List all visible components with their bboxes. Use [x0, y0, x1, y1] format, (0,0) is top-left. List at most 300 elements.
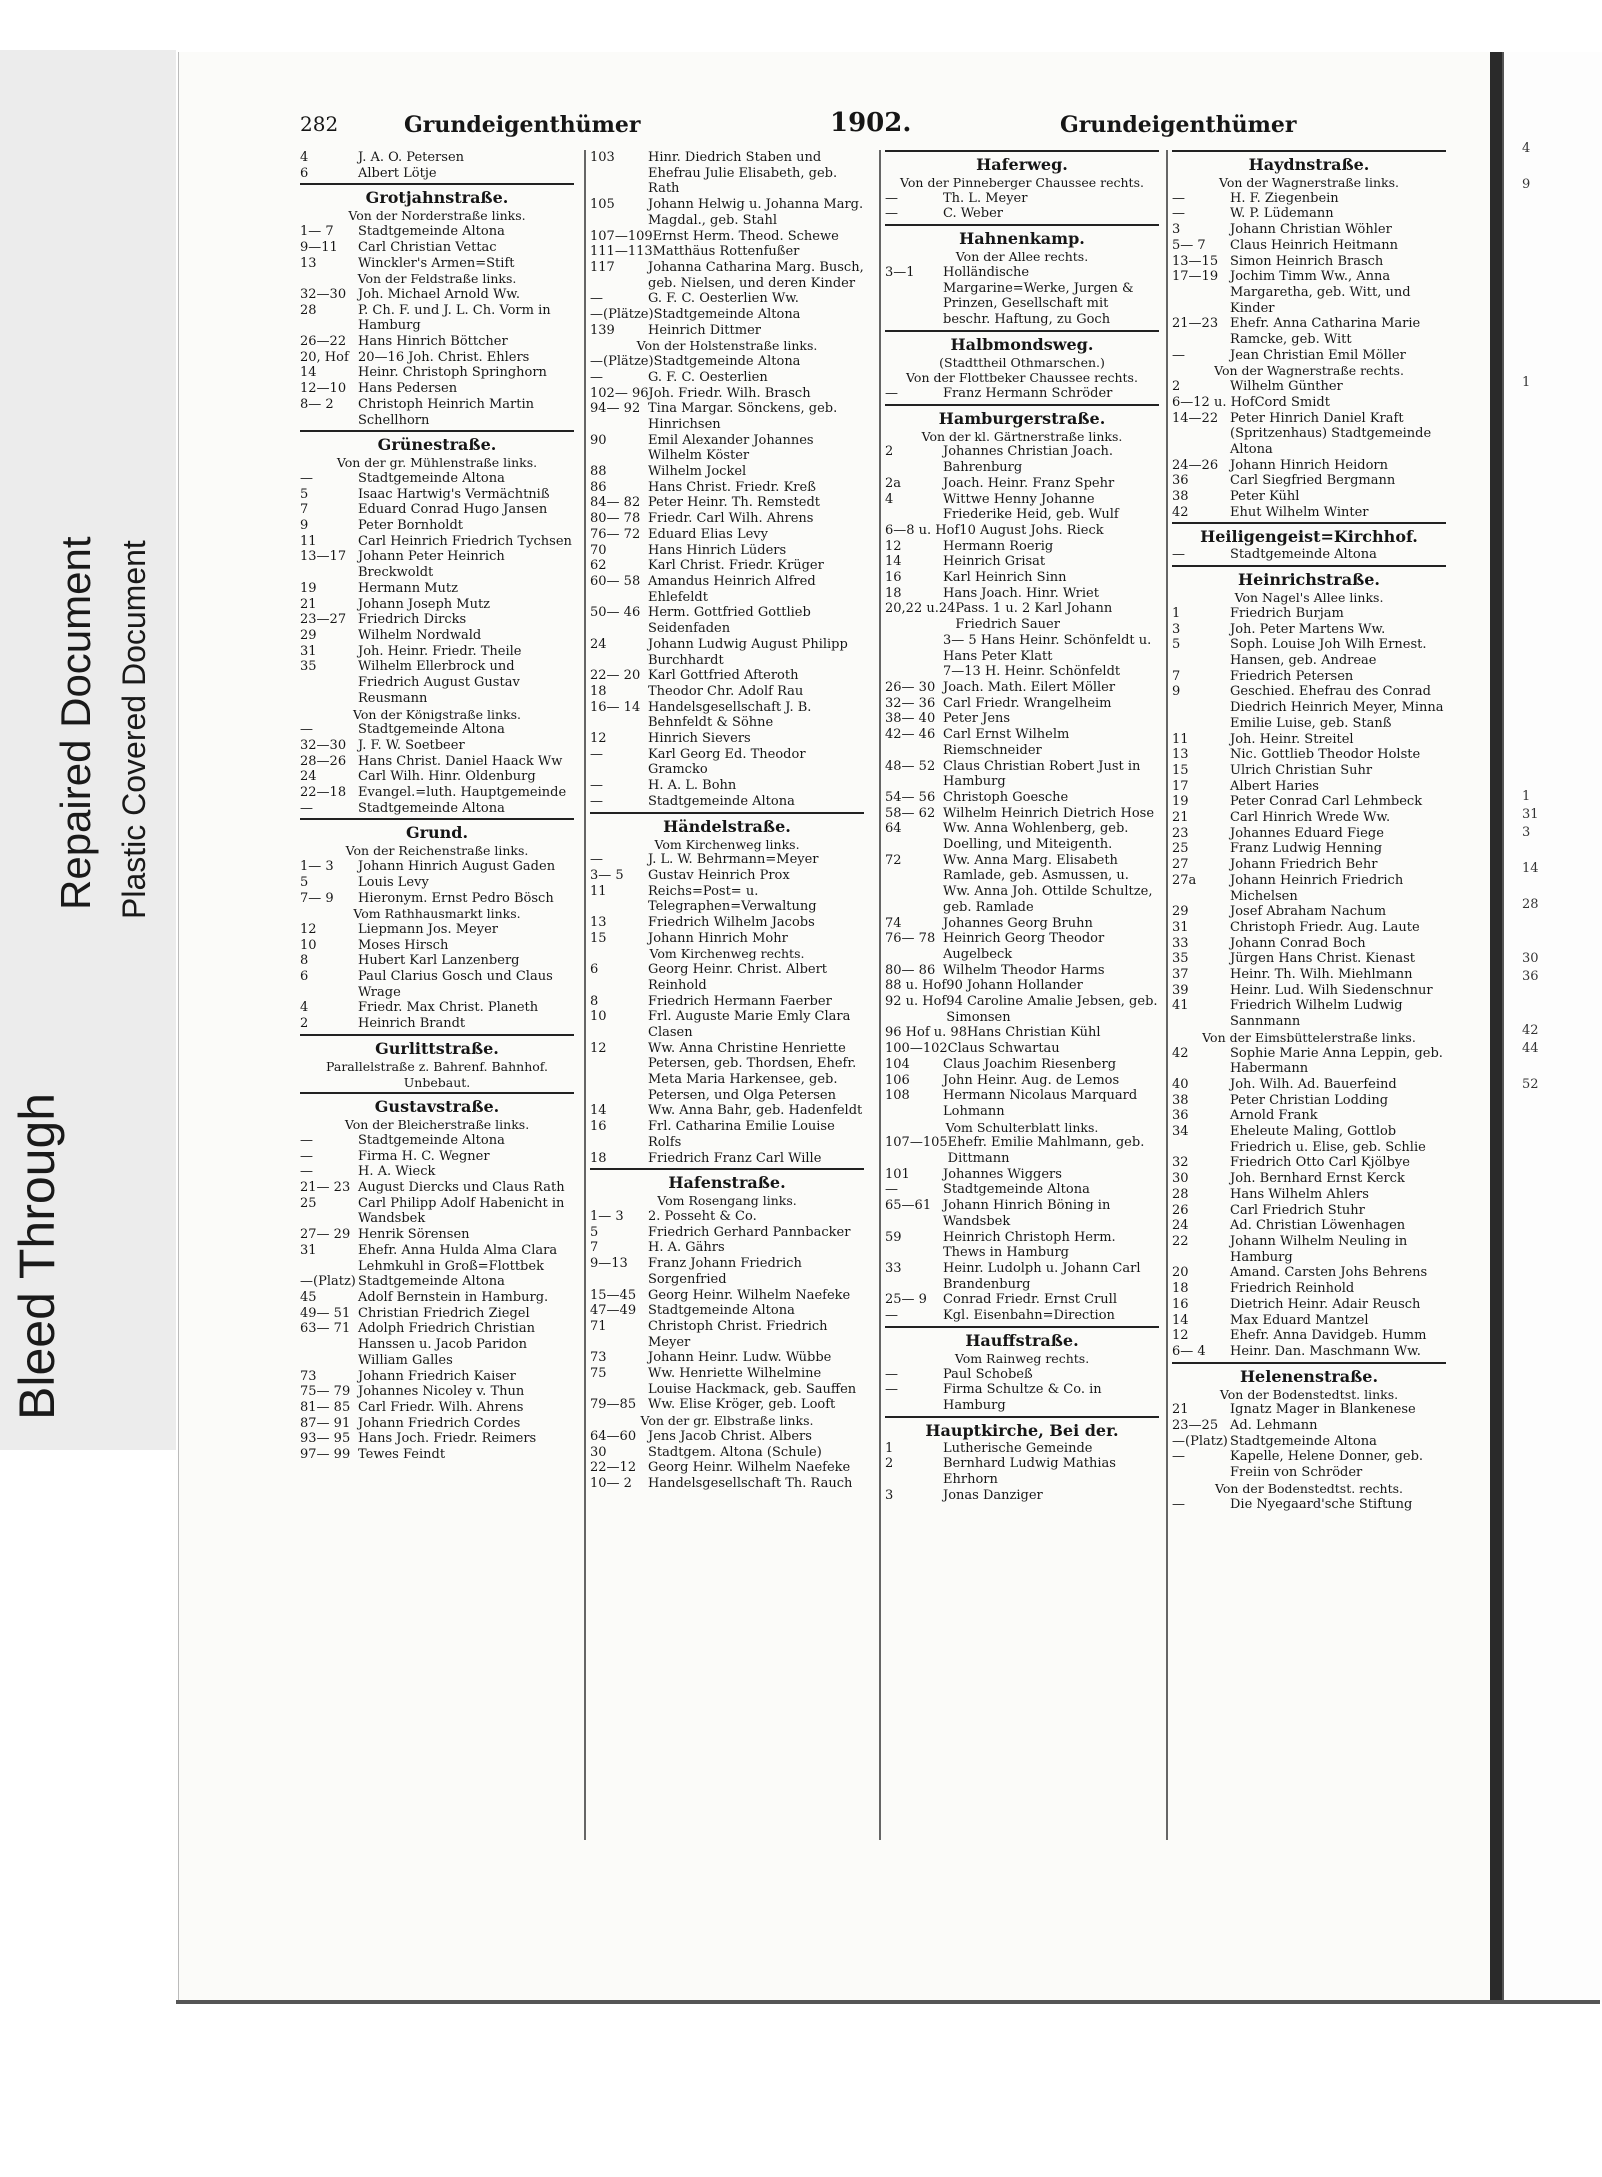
owner-entry	[300, 1306, 574, 1322]
street-direction-note: Parallelstraße z. Bahrenf. Bahnhof.	[326, 1058, 548, 1074]
owner-entry	[590, 150, 864, 197]
owner-entry	[885, 1441, 1159, 1457]
house-number: 103	[590, 150, 615, 165]
owner-name: Wilhelm Günther	[1230, 379, 1343, 395]
house-number: 107—105	[885, 1135, 948, 1151]
owner-name: Nic. Gottlieb Theodor Holste	[1230, 747, 1421, 763]
owner-entry	[1172, 1187, 1446, 1203]
house-number: —	[590, 852, 603, 868]
owner-name: Carl Siegfried Bergmann	[1230, 473, 1396, 489]
owner-entry	[300, 859, 574, 875]
owner-name: Friedrich Gerhard Pannbacker	[648, 1224, 851, 1240]
owner-name: Die Nyegaard'sche Stiftung	[1230, 1496, 1413, 1512]
fragment-text: 52	[1522, 1077, 1539, 1092]
owner-entry	[590, 668, 864, 684]
owner-name: Claus Heinrich Heitmann	[1230, 237, 1398, 253]
owner-entry	[300, 785, 574, 801]
house-number: 4	[300, 150, 309, 165]
house-number: 108	[885, 1088, 910, 1104]
note-plastic-covered: Plastic Covered Document	[116, 540, 152, 919]
owner-name: Wilhelm Jockel	[648, 464, 747, 480]
owner-name: Tina Margar. Sönckens, geb. Hinrichsen	[648, 401, 838, 432]
owner-name: Ignatz Mager in Blankenese	[1230, 1402, 1416, 1418]
house-number: 38	[1172, 489, 1189, 505]
owner-entry	[300, 1149, 574, 1165]
owner-name: Geschied. Ehefrau des Conrad Diedrich Heinrich Meyer, Minna Emilie Luise, geb. Stanß	[1230, 684, 1444, 731]
owner-name: Carl Friedr. Wilh. Ahrens	[358, 1399, 524, 1415]
owner-entry	[885, 1230, 1159, 1261]
owner-entry	[590, 684, 864, 700]
owner-name: Arnold Frank	[1230, 1108, 1318, 1124]
owner-entry	[1172, 622, 1446, 638]
street-direction-note: Unbebaut.	[403, 1074, 471, 1090]
house-number: 5	[1172, 637, 1181, 653]
owner-name: Stadtgemeinde Altona	[358, 1132, 505, 1148]
owner-name: Johann Hinrich Böning in Wandsbek	[943, 1198, 1111, 1229]
house-number: 18	[1172, 1281, 1189, 1297]
street-section	[885, 150, 1159, 222]
owner-name: Heinr. Dan. Maschmann Ww.	[1230, 1343, 1421, 1359]
house-number: 24—26	[1172, 457, 1219, 473]
owner-entry	[590, 1476, 864, 1492]
owner-entry	[590, 527, 864, 543]
house-number: 38— 40	[885, 711, 936, 727]
owner-entry	[1172, 841, 1446, 857]
column-divider	[879, 150, 881, 1840]
street-title: Gurlittstraße.	[300, 1034, 574, 1059]
house-number: 62	[590, 558, 607, 574]
house-number: 7	[300, 502, 309, 518]
owner-entry	[300, 938, 574, 954]
owner-entry	[1172, 1171, 1446, 1187]
owner-entry	[300, 801, 574, 817]
fragment-text	[1522, 194, 1592, 212]
owner-name: J. F. W. Soetbeer	[358, 737, 465, 753]
owner-entry	[590, 558, 864, 574]
owner-entry	[590, 229, 864, 245]
owner-entry	[1172, 395, 1446, 411]
fragment-text	[1522, 536, 1592, 554]
owner-entry	[1172, 1124, 1446, 1155]
owner-entry	[300, 1180, 574, 1196]
street-title: Haferweg.	[885, 150, 1159, 175]
owner-name: Peter Christian Lodding	[1230, 1092, 1389, 1108]
owner-entry	[300, 224, 574, 240]
fragment-text	[1522, 500, 1592, 518]
owner-entry	[885, 790, 1159, 806]
house-number: 14—22	[1172, 410, 1219, 426]
owner-name: Stadtgemeinde Altona	[653, 307, 801, 323]
owner-name: Soph. Louise Joh Wilh Ernest. Hansen, geb. Andreae	[1230, 637, 1427, 668]
owner-name: Wilhelm Theodor Harms	[943, 962, 1105, 978]
owner-name: Hans Hinrich Lüders	[648, 542, 787, 558]
street-direction-note: Von der Allee rechts.	[955, 249, 1089, 265]
owner-entry	[1172, 191, 1446, 207]
street-title: Händelstraße.	[590, 812, 864, 837]
house-number: 13	[1172, 747, 1189, 763]
owner-name: Karl Gottfried Afteroth	[648, 668, 799, 684]
house-number: 30	[590, 1444, 607, 1460]
owner-name: Friedrich Wilhelm Ludwig Sannmann	[1230, 998, 1403, 1030]
owner-entry	[300, 769, 574, 785]
owner-name: Franz Ludwig Henning	[1230, 841, 1383, 857]
owner-entry	[885, 386, 1159, 402]
owner-entry	[300, 334, 574, 350]
house-number: 12	[1172, 1328, 1189, 1344]
owner-entry	[885, 1367, 1159, 1383]
fragment-text	[1522, 842, 1592, 860]
house-number: 15—45	[590, 1287, 637, 1303]
street-subheading: Von der Eimsbüttelerstraße links.	[1202, 1029, 1416, 1045]
owner-entry	[885, 1182, 1159, 1198]
owner-name: Christian Friedrich Ziegel	[358, 1305, 530, 1321]
street-direction-note: Vom Rosengang links.	[657, 1193, 797, 1209]
house-number: 19	[1172, 794, 1189, 810]
street-title: Grünestraße.	[300, 430, 574, 455]
owner-name: Heinrich Dittmer	[648, 322, 761, 338]
fragment-text	[1522, 626, 1592, 644]
house-number: —	[1172, 1496, 1185, 1512]
owner-name: Isaac Hartwig's Vermächtniß	[358, 486, 550, 502]
owner-entry	[1172, 810, 1446, 826]
house-number: 42	[1172, 504, 1189, 520]
street-title: Hauptkirche, Bei der.	[885, 1416, 1159, 1441]
house-number: 74	[885, 915, 902, 931]
owner-entry	[590, 1366, 864, 1397]
owner-name: Winckler's Armen=Stift	[358, 255, 515, 271]
owner-entry	[885, 1073, 1159, 1089]
house-number: 31	[300, 643, 317, 659]
owner-name: Franz Hermann Schröder	[943, 386, 1113, 402]
house-number: 14	[300, 365, 317, 381]
owner-entry	[300, 256, 574, 272]
owner-entry	[300, 891, 574, 907]
directory-column-2	[590, 148, 864, 1492]
owner-name: Stadtgemeinde Altona	[358, 800, 505, 816]
fragment-text	[1522, 446, 1592, 464]
owner-entry	[300, 659, 574, 706]
owner-entry	[300, 1431, 574, 1447]
owner-entry	[300, 471, 574, 487]
owner-entry	[1172, 458, 1446, 474]
house-number: 6—12 u. Hof	[1172, 394, 1255, 410]
owner-entry	[590, 1240, 864, 1256]
owner-name: Jonas Danziger	[943, 1487, 1043, 1503]
owner-name: Ww. Anna Wohlenberg, geb. Doelling, und Miteigenth.	[943, 821, 1129, 853]
owner-entry	[300, 350, 574, 366]
house-number: 73	[300, 1368, 317, 1384]
column-divider	[1166, 150, 1168, 1840]
owner-entry	[885, 727, 1159, 758]
street-section	[885, 330, 1159, 402]
fragment-text	[1522, 266, 1592, 284]
owner-name: Stadtgemeinde Altona	[358, 470, 505, 486]
owner-entry	[590, 464, 864, 480]
house-number: 32—30	[300, 737, 347, 753]
house-number: —(Plätze)	[590, 307, 654, 323]
house-number: 49— 51	[300, 1305, 351, 1321]
house-number: 81— 85	[300, 1399, 351, 1415]
owner-entry	[885, 853, 1159, 916]
house-number: 7	[590, 1240, 599, 1256]
owner-entry	[885, 1292, 1159, 1308]
house-number: 23—25	[1172, 1418, 1219, 1434]
fragment-text: 14	[1522, 861, 1539, 876]
owner-name: Peter Heinr. Th. Remstedt	[648, 495, 820, 511]
owner-name: Joh. Friedr. Wilh. Brasch	[648, 385, 811, 401]
house-number: 70	[590, 542, 607, 558]
fragment-text: 4	[1522, 141, 1531, 156]
house-number: 1— 3	[300, 859, 334, 875]
house-number: 20, Hof	[300, 349, 349, 365]
house-number	[885, 664, 943, 680]
owner-name: Cord Smidt	[1254, 394, 1330, 410]
house-number: 2a	[885, 475, 902, 491]
house-number: —	[885, 1308, 898, 1324]
owner-name: Friedrich Burjam	[1230, 605, 1344, 621]
house-number: 32— 36	[885, 695, 936, 711]
owner-entry	[885, 1135, 1159, 1166]
house-number: 31	[1172, 919, 1189, 935]
street-title: Hafenstraße.	[590, 1168, 864, 1193]
house-number: 88	[590, 464, 607, 480]
house-number: 76— 72	[590, 526, 641, 542]
house-number: —	[1172, 547, 1185, 563]
owner-entry	[1172, 873, 1446, 904]
house-number: 14	[885, 554, 902, 570]
house-number: 12	[590, 731, 607, 747]
street-section	[1172, 1362, 1446, 1513]
owner-entry	[300, 287, 574, 303]
owner-entry	[300, 597, 574, 613]
owner-name: J. L. W. Behrmann=Meyer	[648, 852, 819, 868]
street-section	[300, 183, 574, 428]
house-number: 88 u. Hof	[885, 978, 947, 994]
owner-name: Ulrich Christian Suhr	[1230, 762, 1373, 778]
owner-entry	[885, 1308, 1159, 1324]
owner-entry	[590, 731, 864, 747]
owner-entry	[1172, 747, 1446, 763]
owner-entry	[300, 969, 574, 1000]
owner-entry	[300, 738, 574, 754]
owner-name: Hans Christian Kühl	[966, 1025, 1101, 1041]
house-number: 37	[1172, 967, 1189, 983]
owner-name: Johanna Catharina Marg. Busch, geb. Nielsen, und deren Kinder	[648, 259, 864, 291]
owner-entry	[300, 1196, 574, 1227]
owner-name: Karl Heinrich Sinn	[943, 570, 1067, 586]
owner-name: Christoph Heinrich Martin Schellhorn	[358, 396, 534, 428]
owner-name: Stadtgemeinde Altona	[358, 224, 505, 240]
owner-name: Ww. Anna Marg. Elisabeth Ramlade, geb. Asmussen, u. Ww. Anna Joh. Ottilde Schultze, geb. Ramlade	[943, 852, 1153, 915]
house-number: 58— 62	[885, 805, 936, 821]
owner-name: Peter Kühl	[1230, 489, 1300, 505]
house-number: 117	[590, 259, 615, 275]
owner-name: Ehefr. Emilie Mahlmann, geb. Dittmann	[947, 1135, 1145, 1167]
owner-name: Joh. Peter Martens Ww.	[1230, 621, 1386, 637]
house-number: —	[1172, 1449, 1185, 1465]
house-number: 5	[300, 486, 309, 502]
owner-name: Hermann Nicolaus Marquard Lohmann	[943, 1088, 1138, 1119]
house-number: 11	[1172, 731, 1189, 747]
owner-entry	[300, 240, 574, 256]
house-number: 3— 5	[590, 867, 624, 883]
owner-name: Friedrich Petersen	[1230, 668, 1354, 684]
owner-name: W. P. Lüdemann	[1230, 206, 1334, 222]
owner-entry	[590, 1041, 864, 1104]
fragment-text	[1522, 302, 1592, 320]
house-number: 84— 82	[590, 495, 641, 511]
owner-name: Johann Friedrich Kaiser	[358, 1368, 516, 1384]
street-subheading: Von der gr. Elbstraße links.	[640, 1413, 814, 1429]
owner-entry	[300, 953, 574, 969]
owner-entry	[1172, 1344, 1446, 1360]
owner-name: Paul Schobeß	[943, 1366, 1033, 1382]
owner-entry	[885, 821, 1159, 852]
owner-entry	[1172, 379, 1446, 395]
street-title: Grund.	[300, 818, 574, 843]
owner-entry	[590, 794, 864, 810]
street-direction-note: Von der Bodenstedtst. links.	[1219, 1386, 1399, 1402]
owner-name: Simon Heinrich Brasch	[1230, 253, 1384, 269]
house-number: 2	[885, 444, 894, 460]
street-section	[300, 430, 574, 816]
house-number: 5— 7	[1172, 237, 1206, 253]
owner-name: Johannes Eduard Fiege	[1230, 825, 1384, 841]
fragment-text	[1522, 752, 1592, 770]
owner-name: Heinr. Ludolph u. Johann Carl Brandenburg	[943, 1261, 1141, 1292]
owner-entry	[885, 601, 1159, 632]
fragment-text	[1522, 914, 1592, 932]
owner-entry	[1172, 606, 1446, 622]
owner-entry	[1172, 1155, 1446, 1171]
owner-name: H. F. Ziegenbein	[1230, 190, 1339, 206]
owner-name: Hans Hinrich Böttcher	[358, 334, 508, 350]
owner-name: Pass. 1 u. 2 Karl Johann Friedrich Sauer	[955, 601, 1113, 633]
house-number: —	[1172, 347, 1185, 363]
owner-name: Georg Heinr. Wilhelm Naefeke	[648, 1460, 851, 1476]
fragment-text	[1522, 644, 1592, 662]
house-number: 72	[885, 852, 902, 868]
owner-entry	[885, 806, 1159, 822]
street-section	[885, 404, 1159, 1324]
owner-entry	[1172, 1449, 1446, 1480]
house-number: —	[885, 1366, 898, 1382]
house-number: —	[300, 722, 313, 738]
house-number: 24	[590, 636, 607, 652]
street-section	[1172, 522, 1446, 563]
owner-name: Reichs=Post= u. Telegraphen=Verwaltung	[648, 883, 817, 915]
owner-entry	[300, 549, 574, 580]
owner-entry	[300, 1416, 574, 1432]
house-number: 21	[300, 596, 317, 612]
fragment-text	[1522, 410, 1592, 428]
street-direction-note: Von der Flottbeker Chaussee rechts.	[906, 370, 1138, 386]
house-number: 29	[300, 627, 317, 643]
owner-name: Johannes Wiggers	[943, 1166, 1062, 1182]
owner-name: H. A. L. Bohn	[648, 778, 737, 794]
house-number: 18	[590, 683, 607, 699]
owner-name: Johann Heinr. Ludw. Wübbe	[648, 1350, 832, 1366]
fragment-text	[1522, 662, 1592, 680]
owner-entry	[300, 1384, 574, 1400]
owner-entry	[1172, 983, 1446, 999]
owner-entry	[1172, 1297, 1446, 1313]
house-number: 28—26	[300, 753, 347, 769]
street-direction-note: Von der Norderstraße links.	[348, 208, 526, 224]
owner-name: Karl Christ. Friedr. Krüger	[648, 558, 824, 574]
owner-entry	[1172, 904, 1446, 920]
house-number: —(Platz)	[300, 1274, 356, 1290]
street-title: Hahnenkamp.	[885, 224, 1159, 249]
owner-name: Stadtgemeinde Altona	[653, 354, 801, 370]
owner-entry	[1172, 1497, 1446, 1513]
house-number: 16	[885, 570, 902, 586]
house-number: 9	[1172, 684, 1181, 700]
house-number: 12	[885, 538, 902, 554]
owner-name: John Heinr. Aug. de Lemos	[943, 1072, 1120, 1088]
street-direction-note: Von der Reichenstraße links.	[345, 843, 529, 859]
house-number: 54— 56	[885, 789, 936, 805]
owner-name: Carl Friedr. Wrangelheim	[943, 695, 1112, 711]
street-subheading: Von der Bodenstedtst. rechts.	[1214, 1480, 1404, 1496]
owner-name: Joh. Heinr. Streitel	[1230, 731, 1354, 747]
owner-name: Jochim Timm Ww., Anna Margaretha, geb. Witt, und Kinder	[1230, 269, 1411, 316]
owner-entry	[590, 480, 864, 496]
owner-entry	[300, 722, 574, 738]
owner-entry	[590, 1303, 864, 1319]
owner-entry	[590, 197, 864, 228]
house-number: 36	[1172, 473, 1189, 489]
owner-name: Firma Schultze & Co. in Hamburg	[943, 1382, 1102, 1413]
house-number: 25	[1172, 841, 1189, 857]
owner-name: Claus Joachim Riesenberg	[943, 1056, 1117, 1072]
owner-name: Hans Pedersen	[358, 381, 458, 397]
house-number: —(Platz)	[1172, 1433, 1228, 1449]
street-subheading: Vom Rathhausmarkt links.	[353, 906, 521, 922]
house-number: 65—61	[885, 1198, 932, 1214]
street-title: Heinrichstraße.	[1172, 565, 1446, 590]
owner-entry	[300, 365, 574, 381]
owner-name: Ww. Henriette Wilhelmine Louise Hackmack, geb. Sauffen	[648, 1366, 857, 1397]
owner-entry	[1172, 779, 1446, 795]
street-section	[885, 1416, 1159, 1504]
owner-name: Eduard Conrad Hugo Jansen	[358, 502, 548, 518]
owner-entry	[885, 1025, 1159, 1041]
owner-name: Handelsgesellschaft J. B. Behnfeldt & Söhne	[648, 699, 812, 731]
house-number: 102— 96	[590, 385, 649, 401]
owner-entry	[590, 868, 864, 884]
owner-name: Emil Alexander Johannes Wilhelm Köster	[648, 432, 814, 464]
header-year: 1902.	[830, 108, 912, 138]
owner-name: H. A. Gährs	[648, 1240, 725, 1256]
house-number: 35	[300, 659, 317, 675]
owner-entry	[885, 1382, 1159, 1413]
owner-entry	[590, 386, 864, 402]
street-direction-note: Von der Bleicherstraße links.	[344, 1117, 530, 1133]
owner-name: 20—16 Joh. Christ. Ehlers	[358, 349, 530, 365]
owner-name: Matthäus Rottenfußer	[652, 244, 800, 260]
owner-name: Johann Heinrich Friedrich Michelsen	[1230, 872, 1404, 904]
owner-entry	[590, 962, 864, 993]
owner-name: Johann Hinrich Mohr	[648, 930, 788, 946]
owner-entry	[1172, 547, 1446, 563]
owner-name: Johann Hinrich Heidorn	[1230, 457, 1388, 473]
owner-entry	[300, 397, 574, 428]
owner-name: Frl. Catharina Emilie Louise Rolfs	[648, 1119, 835, 1150]
house-number: 20,22 u.24	[885, 601, 956, 617]
owner-entry	[300, 1227, 574, 1243]
owner-name: Ernst Herm. Theod. Schewe	[652, 228, 839, 244]
